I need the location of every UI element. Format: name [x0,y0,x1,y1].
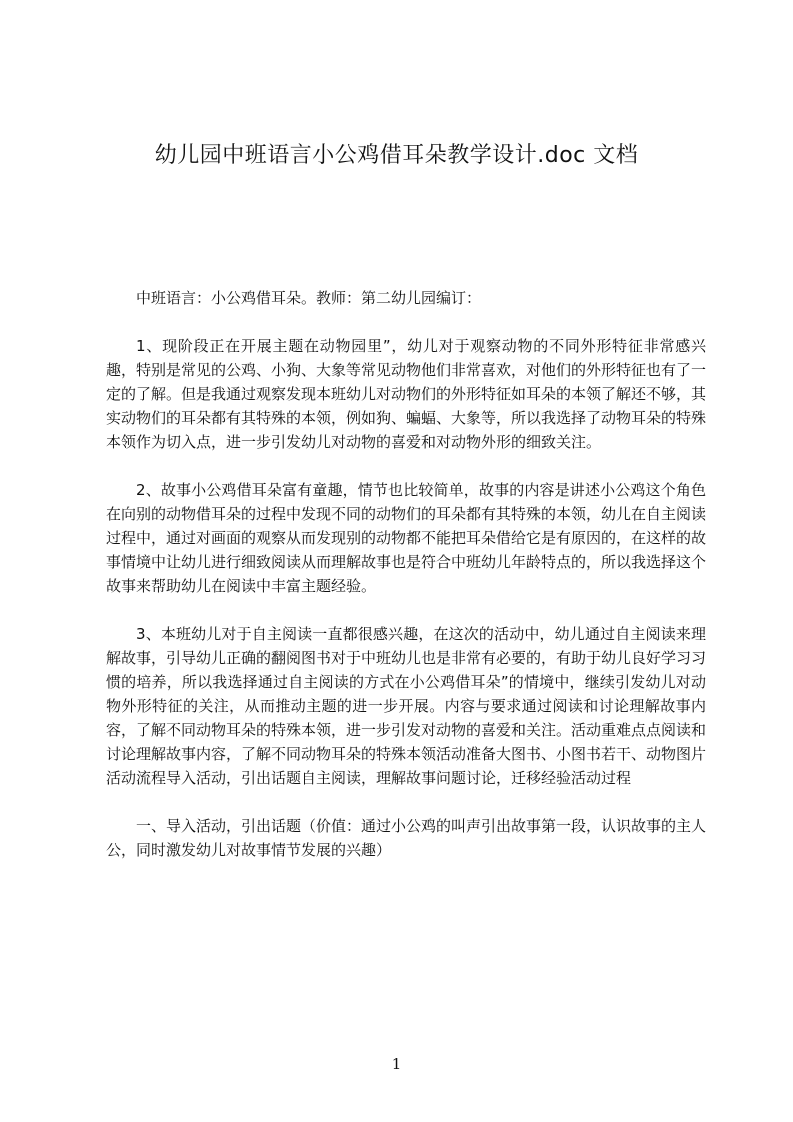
paragraph-activity-1: 一、导入活动，引出话题（价值：通过小公鸡的叫声引出故事第一段，认识故事的主人公，同时激发幼儿对故事情节发展的兴趣） [106,817,707,859]
paragraph-2: 2、故事小公鸡借耳朵富有童趣，情节也比较简单，故事的内容是讲述小公鸡这个角色在向别的动物借耳朵的过程中发现不同的动物们的耳朵都有其特殊的本领，幼儿在自主阅读过程中，通过对画面的观察从而发现别的动物都不能把耳朵借给它是有原因的，在这样的故事情境中让幼儿进行细致阅读从而理解故事也是符合中班幼儿年龄特点的，所以我选择这个故事来帮助幼儿在阅读中丰富主题经验。 [106,481,707,595]
document-title: 幼儿园中班语言小公鸡借耳朵教学设计.doc 文档 [154,143,639,168]
paragraph-1: 1、现阶段正在开展主题在动物园里”，幼儿对于观察动物的不同外形特征非常感兴趣，特别是常见的公鸡、小狗、大象等常见动物他们非常喜欢，对他们的外形特征也有了一定的了解。但是我通过观察发现本班幼儿对动物们的外形特征如耳朵的本领了解还不够，其实动物们的耳朵都有其特殊的本领，例如狗、蝙蝠、大象等，所以我选择了动物耳朵的特殊本领作为切入点，进一步引发幼儿对动物的喜爱和对动物外形的细致关注。 [106,337,707,451]
paragraph-3: 3、本班幼儿对于自主阅读一直都很感兴趣，在这次的活动中，幼儿通过自主阅读来理解故事，引导幼儿正确的翻阅图书对于中班幼儿也是非常有必要的，有助于幼儿良好学习习惯的培养，所以我选择通过自主阅读的方式在小公鸡借耳朵”的情境中，继续引发幼儿对动物外形特征的关注，从而推动主题的进一步开展。内容与要求通过阅读和讨论理解故事内容，了解不同动物耳朵的特殊本领，进一步引发对动物的喜爱和关注。活动重难点点阅读和讨论理解故事内容，了解不同动物耳朵的特殊本领活动准备大图书、小图书若干、动物图片活动流程导入活动，引出话题自主阅读，理解故事问题讨论，迁移经验活动过程 [106,625,707,787]
document-body [106,286,706,886]
paragraph-intro: 中班语言：小公鸡借耳朵。教师：第二幼儿园编订： [136,289,482,307]
page-number: 1 [391,1055,402,1073]
